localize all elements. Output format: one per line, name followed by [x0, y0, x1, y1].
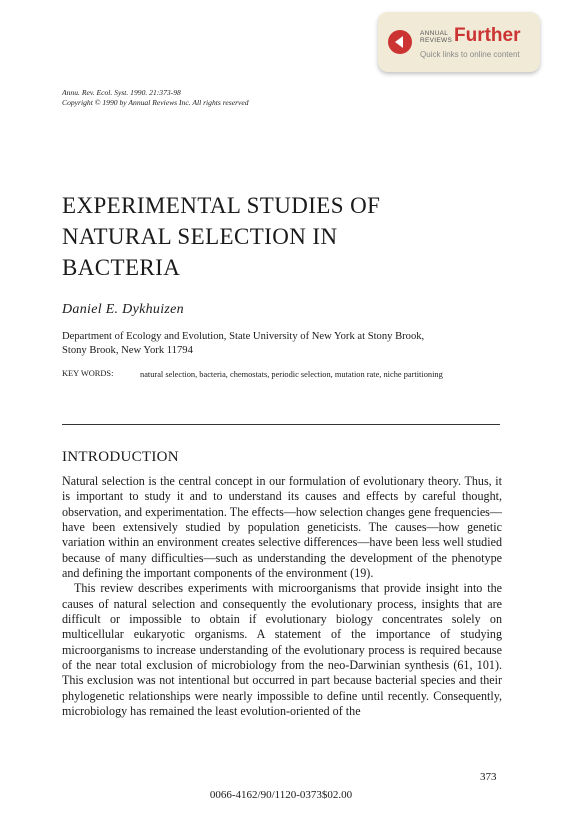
- reviews-label: REVIEWS: [420, 37, 453, 44]
- title-line: BACTERIA: [62, 255, 181, 280]
- article-title: [62, 190, 380, 283]
- further-label: Further: [454, 25, 521, 46]
- paragraph: This review describes experiments with microorganisms that provide insight into the causes of natural selection and consequently the evolutionary process, insights that are difficult or impossible to obtain if evolutionary biology concentrates solely on multicellular eukaryotic organisms. A statement of the importance of studying microorganisms to increase understanding of the evolutionary process is required because of the near total exclusion of microbiology from the neo-Darwinian synthesis (61, 101). This exclusion was not intentional but occurred in part because bacterial species and their phylogenetic relationships were nearly impossible to define until recently. Consequently, microbiology has remained the least evolution-oriented of the: [62, 581, 502, 719]
- author-name: Daniel E. Dykhuizen: [62, 302, 184, 317]
- copyright-line: Copyright © 1990 by Annual Reviews Inc. All rights reserved: [62, 98, 249, 107]
- body-text: [62, 474, 502, 720]
- title-line: EXPERIMENTAL STUDIES OF: [62, 193, 381, 218]
- citation-line: Annu. Rev. Ecol. Syst. 1990. 21:373-98: [62, 88, 181, 97]
- annual-label: ANNUAL: [420, 30, 449, 37]
- keywords-label: KEY WORDS:: [62, 369, 114, 378]
- annual-reviews-wordmark: [420, 30, 452, 44]
- citation: [62, 88, 249, 108]
- affiliation: [62, 330, 502, 358]
- annual-reviews-logo-icon: [388, 30, 412, 54]
- page-number: 373: [480, 771, 497, 783]
- section-divider: [62, 424, 500, 425]
- keywords-text: natural selection, bacteria, chemostats, periodic selection, mutation rate, niche partitioning: [140, 370, 443, 379]
- affiliation-line: Department of Ecology and Evolution, State University of New York at Stony Brook,: [62, 331, 425, 342]
- paragraph: Natural selection is the central concept in our formulation of evolutionary theory. Thus, it is important to study it and to understand its causes and effects by careful thought, observation, and experimentation. The effects—how selection changes gene frequencies—have been extensively studied by population geneticists. The causes—how genetic variation within an environment creates selective differences—have been less well studied because of many difficulties—such as understanding the development of the phenotype and defining the important components of the environment (19).: [62, 474, 502, 581]
- title-line: NATURAL SELECTION IN: [62, 224, 338, 249]
- affiliation-line: Stony Brook, New York 11794: [62, 345, 193, 356]
- quick-links-label[interactable]: Quick links to online content: [420, 50, 520, 59]
- footer-code: 0066-4162/90/1120-0373$02.00: [209, 789, 353, 801]
- further-banner[interactable]: [378, 12, 540, 72]
- section-heading: INTRODUCTION: [62, 449, 179, 465]
